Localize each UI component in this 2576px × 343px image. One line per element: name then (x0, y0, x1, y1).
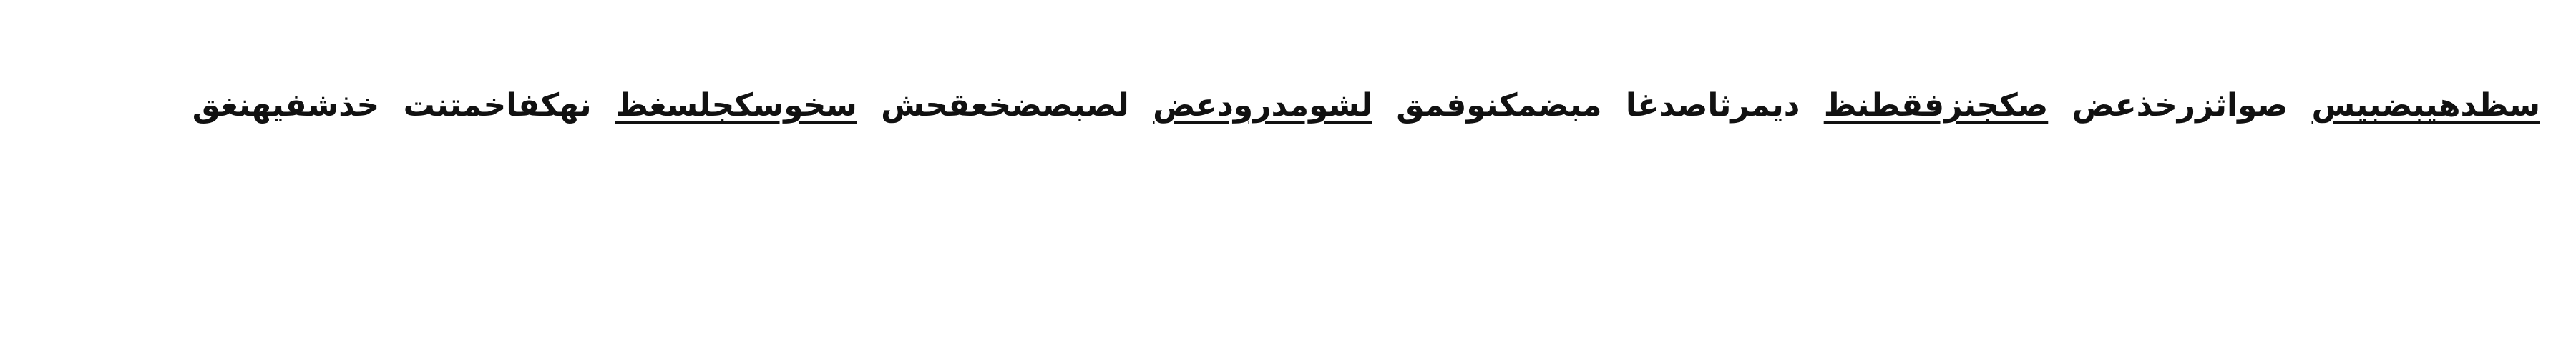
text-word-4: ديمرثاصدغا (1625, 87, 1800, 124)
link-word-8[interactable]: سخوسكجلسغظ (615, 87, 857, 124)
link-word-1[interactable]: سظدهيبضبيس (2311, 87, 2540, 124)
text-word-7: لصبصضخعقحش (881, 87, 1129, 124)
arabic-text-line (122, 84, 2540, 127)
text-word-5: مبضمكنوفمق (1396, 87, 1602, 124)
link-word-3[interactable]: صكجنزفقطنظ (1823, 87, 2049, 124)
text-word-10: خذشفيهنغق (192, 87, 380, 124)
text-word-2: صواثزرخذعض (2072, 87, 2288, 124)
text-word-9: نهكفاخمتنت (403, 87, 592, 124)
link-word-6[interactable]: لشومدرودعض (1153, 87, 1372, 124)
